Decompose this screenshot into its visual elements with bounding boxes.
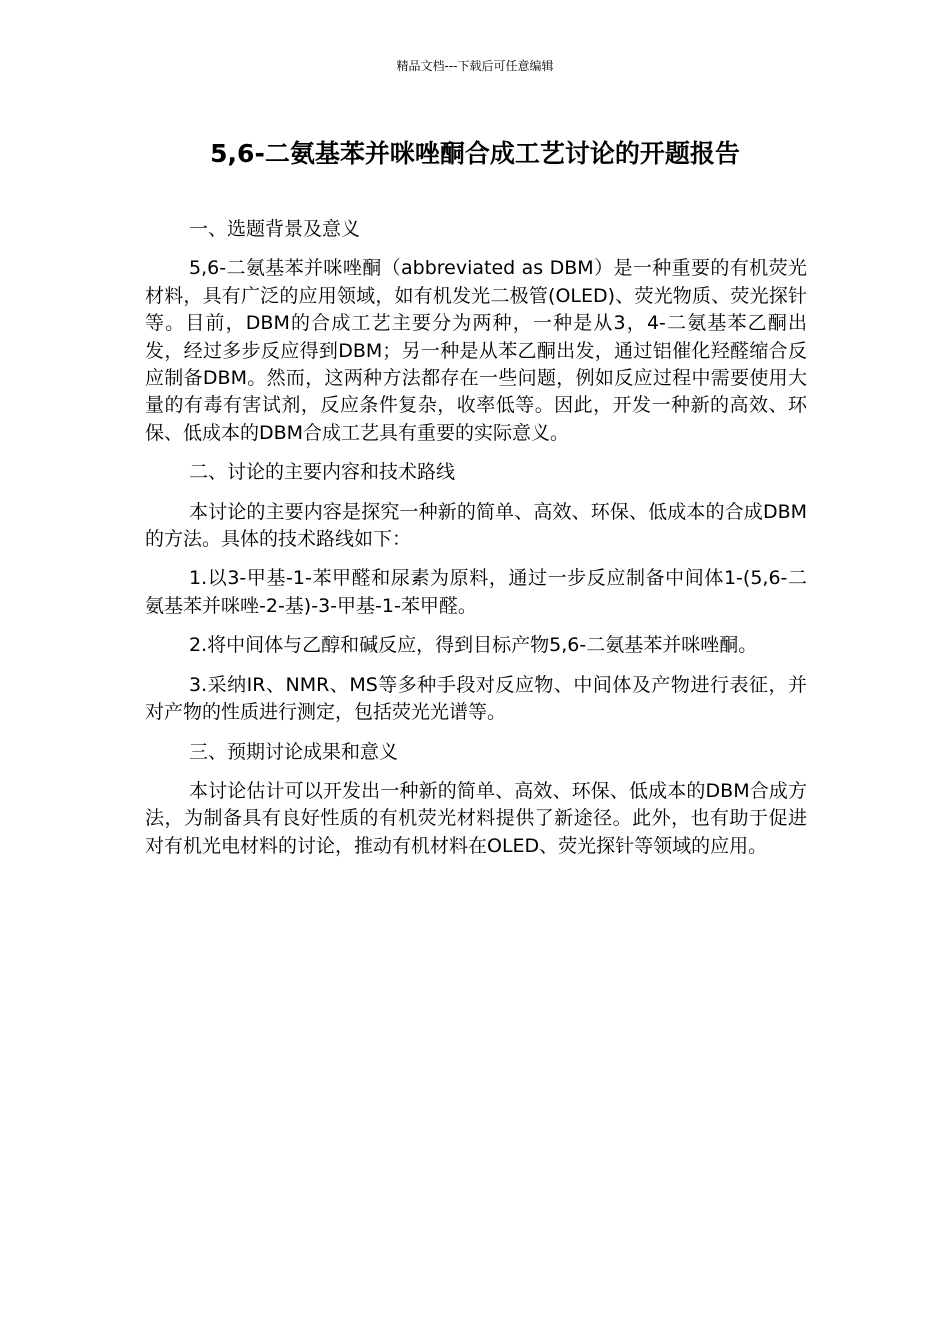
document-title: 5,6-二氨基苯并咪唑酮合成工艺讨论的开题报告 [210,139,740,168]
route-step-1: 1.以3-甲基-1-苯甲醛和尿素为原料，通过一步反应制备中间体1-(5,6-二氨基苯并咪唑-2-基)-3-甲基-1-苯甲醛。 [145,567,807,617]
document-body [145,216,807,872]
route-step-2: 2.将中间体与乙醇和碱反应，得到目标产物5,6-二氨基苯并咪唑酮。 [189,634,758,657]
section-heading-results: 三、预期讨论成果和意义 [189,740,399,763]
section-heading-background: 一、选题背景及意义 [189,218,361,240]
section-heading-content: 二、讨论的主要内容和技术路线 [189,461,456,484]
route-step-3: 3.采纳IR、NMR、MS等多种手段对反应物、中间体及产物进行表征，并对产物的性质进行测定，包括荧光光谱等。 [145,673,807,724]
page-header: 精品文档---下载后可任意编辑 [396,59,554,73]
paragraph-background: 5,6-二氨基苯并咪唑酮（abbreviated as DBM）是一种重要的有机荧光材料，具有广泛的应用领域，如有机发光二极管(OLED)、荧光物质、荧光探针等。目前，DBM的合成工艺主要分为两种，一种是从3，4-二氨基苯乙酮出发，经过多步反应得到DBM；另一种是从苯乙酮出发，通过铝催化羟醛缩合反应制备DBM。然而，这两种方法都存在一些问题，例如反应过程中需要使用大量的有毒有害试剂，反应条件复杂，收率低等。因此，开发一种新的高效、环保、低成本的DBM合成工艺具有重要的实际意义。 [145,257,807,444]
paragraph-results: 本讨论估计可以开发出一种新的简单、高效、环保、低成本的DBM合成方法，为制备具有良好性质的有机荧光材料提供了新途径。此外，也有助于促进对有机光电材料的讨论，推动有机材料在OLED、荧光探针等领域的应用。 [145,779,807,857]
paragraph-content-intro: 本讨论的主要内容是探究一种新的简单、高效、环保、低成本的合成DBM的方法。具体的技术路线如下： [145,500,807,551]
